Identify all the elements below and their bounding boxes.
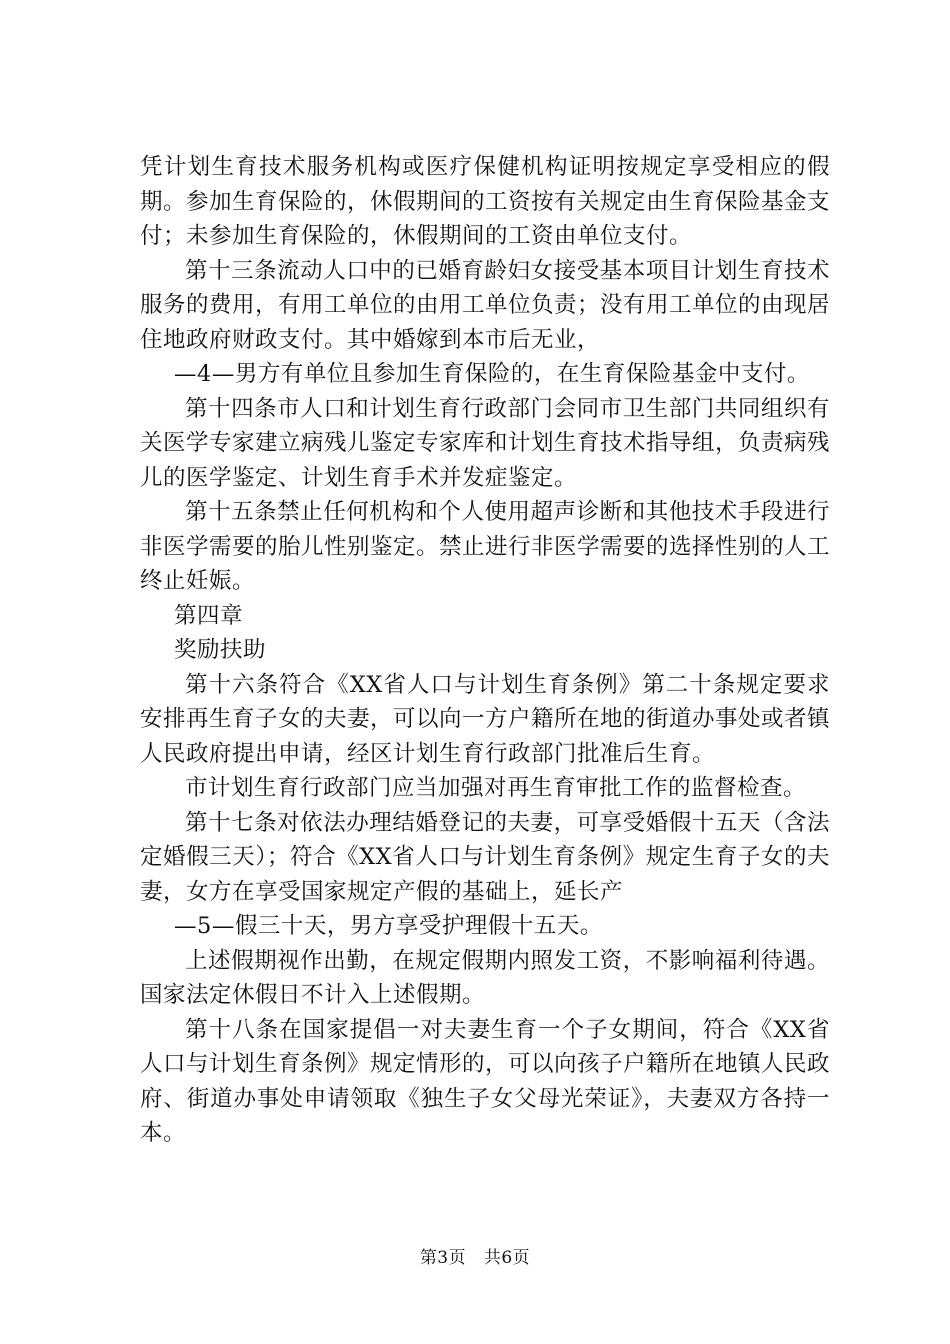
page-number-label: 第3页 [419,1248,467,1268]
page-footer [0,1243,950,1268]
paragraph-article-16-supervision: 市计划生育行政部门应当加强对再生育审批工作的监督检查。 [185,775,807,801]
paragraph-article-16: 第十六条符合《XX省人口与计划生育条例》第二十条规定要求安排再生育子女的夫妻，可以向一方户籍所在地的街道办事处或者镇人民政府提出申请，经区计划生育行政部门批准后生育。 [140,671,831,767]
paragraph-article-17: 第十七条对依法办理结婚登记的夫妻，可享受婚假十五天（含法定婚假三天）；符合《XX省人口与计划生育条例》规定生育子女的夫妻，女方在享受国家规定产假的基础上，延长产 [140,809,830,905]
paragraph-article-17-leave: 上述假期视作出勤，在规定假期内照发工资，不影响福利待遇。国家法定休假日不计入上述假期。 [140,947,830,1008]
paragraph-continuation: 凭计划生育技术服务机构或医疗保健机构证明按规定享受相应的假期。参加生育保险的，休假期间的工资按有关规定由生育保险基金支付；未参加生育保险的，休假期间的工资由单位支付。 [140,154,831,249]
paragraph-article-13: 第十三条流动人口中的已婚育龄妇女接受基本项目计划生育技术服务的费用，有用工单位的由用工单位负责；没有用工单位的由现居住地政府财政支付。其中婚嫁到本市后无业， [140,257,831,353]
paragraph-page-break-4: —4—男方有单位且参加生育保险的，在生育保险基金中支付。 [174,361,810,387]
paragraph-article-15: 第十五条禁止任何机构和个人使用超声诊断和其他技术手段进行非医学需要的胎儿性别鉴定。禁止进行非医学需要的选择性别的人工终止妊娠。 [140,499,831,594]
paragraph-page-break-5: —5—假三十天，男方享受护理假十五天。 [174,913,603,939]
paragraph-article-18: 第十八条在国家提倡一对夫妻生育一个子女期间，符合《XX省人口与计划生育条例》规定情形的，可以向孩子户籍所在地镇人民政府、街道办事处申请领取《独生子女父母光荣证》，夫妻双方各持一本。 [140,1016,831,1146]
footer-separator [472,1248,478,1268]
chapter-title-heading: 奖励扶助 [174,637,267,663]
paragraph-article-14: 第十四条市人口和计划生育行政部门会同市卫生部门共同组织有关医学专家建立病残儿鉴定专家库和计划生育技术指导组，负责病残儿的医学鉴定、计划生育手术并发症鉴定。 [140,395,831,491]
page-total-label: 共6页 [483,1248,531,1268]
chapter-number-heading: 第四章 [174,602,244,629]
document-body [140,150,830,1151]
